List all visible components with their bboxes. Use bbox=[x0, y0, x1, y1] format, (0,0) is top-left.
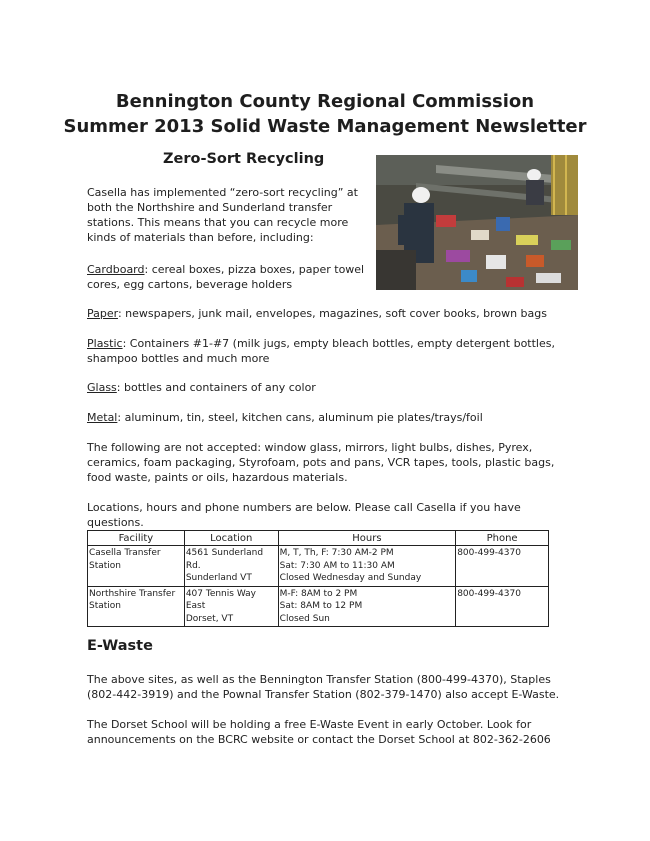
facility-line: Northshire Transfer bbox=[89, 588, 176, 599]
glass-text: : bottles and containers of any color bbox=[116, 381, 316, 394]
ewaste-paragraph-2: The Dorset School will be holding a free E-Waste Event in early October. Look for announcements on the BCRC website or contact the Dorset School at 802-362-2606 bbox=[87, 718, 551, 746]
metal-text: : aluminum, tin, steel, kitchen cans, aluminum pie plates/trays/foil bbox=[117, 411, 483, 424]
cell-facility bbox=[88, 586, 185, 627]
cell-location bbox=[184, 586, 278, 627]
table-header-row bbox=[88, 531, 549, 546]
cell-location bbox=[184, 546, 278, 587]
zero-sort-heading: Zero-Sort Recycling bbox=[163, 151, 325, 167]
location-line: Dorset, VT bbox=[185, 613, 234, 624]
facility-line: Station bbox=[89, 601, 121, 611]
cardboard-text: : cereal boxes, pizza boxes, paper towel cores, egg cartons, beverage holders bbox=[87, 263, 365, 291]
header-location: Location bbox=[184, 531, 278, 546]
recycling-facility-photo bbox=[376, 155, 578, 290]
location-line: Sunderland VT bbox=[185, 573, 252, 583]
hours-line: Sat: 7:30 AM to 11:30 AM bbox=[279, 560, 395, 571]
location-line: 4561 Sunderland Rd. bbox=[185, 548, 264, 571]
facilities-table bbox=[87, 530, 549, 627]
recycling-photo-image bbox=[376, 155, 578, 290]
zero-sort-intro: Casella has implemented “zero-sort recycling” at both the Northshire and Sunderland transfer stations. This means that you can recycle more kinds of materials than before, including: bbox=[87, 186, 358, 244]
plastic-text: : Containers #1-#7 (milk jugs, empty bleach bottles, empty detergent bottles, shampoo bottles and much more bbox=[87, 337, 555, 365]
header-hours: Hours bbox=[278, 531, 456, 546]
cell-phone: 800-499-4370 bbox=[456, 546, 549, 587]
facility-line: Casella Transfer bbox=[89, 548, 161, 558]
cell-hours bbox=[278, 546, 456, 587]
header-facility: Facility bbox=[88, 531, 185, 546]
paper-label: Paper bbox=[87, 307, 118, 320]
hours-line: M, T, Th, F: 7:30 AM-2 PM bbox=[279, 548, 394, 558]
glass-item bbox=[87, 380, 567, 395]
hours-line: M-F: 8AM to 2 PM bbox=[279, 588, 358, 599]
table-row bbox=[88, 586, 549, 627]
paper-text: : newspapers, junk mail, envelopes, magazines, soft cover books, brown bags bbox=[117, 307, 547, 320]
not-accepted-paragraph: The following are not accepted: window glass, mirrors, light bulbs, dishes, Pyrex, ceramics, foam packaging, Styrofoam, pots and pans, VCR tapes, tools, plastic bags, food waste, paints or oils, hazardous materials. bbox=[87, 441, 555, 484]
cell-hours bbox=[278, 586, 456, 627]
cardboard-item bbox=[87, 262, 367, 292]
location-line: 407 Tennis Way East bbox=[185, 588, 256, 611]
newsletter-title-line1: Bennington County Regional Commission bbox=[115, 91, 535, 112]
plastic-label: Plastic bbox=[87, 337, 123, 350]
newsletter-title-line2: Summer 2013 Solid Waste Management Newsletter bbox=[63, 116, 587, 137]
cardboard-label: Cardboard bbox=[87, 263, 145, 276]
header-phone: Phone bbox=[456, 531, 549, 546]
cell-phone: 800-499-4370 bbox=[456, 586, 549, 627]
hours-line: Sat: 8AM to 12 PM bbox=[279, 601, 363, 611]
ewaste-heading: E-Waste bbox=[87, 638, 153, 654]
cell-facility bbox=[88, 546, 185, 587]
hours-line: Closed Sun bbox=[279, 613, 330, 624]
ewaste-paragraph-1: The above sites, as well as the Bennington Transfer Station (800-499-4370), Staples (802-442-3919) and the Pownal Transfer Station (802-379-1470) also accept E-Waste. bbox=[87, 673, 560, 701]
locations-note: Locations, hours and phone numbers are below. Please call Casella if you have questions. bbox=[87, 501, 521, 529]
hours-line: Closed Wednesday and Sunday bbox=[279, 573, 422, 583]
glass-label: Glass bbox=[87, 381, 117, 394]
plastic-item bbox=[87, 336, 567, 366]
metal-label: Metal bbox=[87, 411, 118, 424]
metal-item bbox=[87, 410, 567, 425]
table-row bbox=[88, 546, 549, 587]
paper-item bbox=[87, 306, 567, 321]
facility-line: Station bbox=[89, 560, 121, 571]
